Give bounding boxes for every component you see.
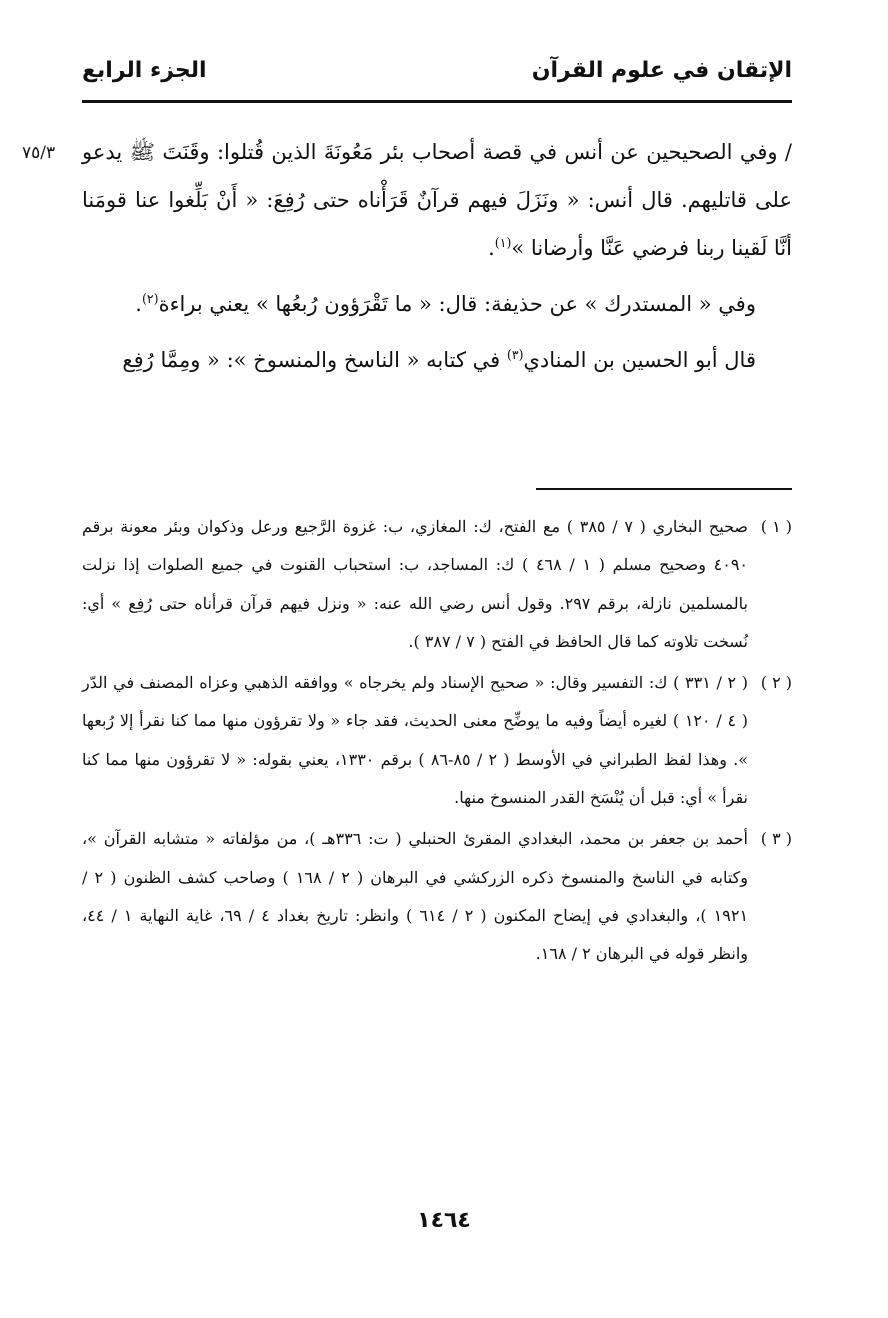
header-rule <box>82 100 792 103</box>
part-label: الجزء الرابع <box>82 58 207 83</box>
page-number: ١٤٦٤ <box>417 1208 471 1233</box>
footnote-2-number: ( ٢ ) <box>760 673 792 693</box>
paragraph-1-end: . <box>488 236 495 260</box>
footnotes <box>82 508 792 977</box>
footnote-separator <box>536 488 792 490</box>
footnote-2-text: ( ٢ / ٣٣١ ) ك: التفسير وقال: « صحيح الإسناد ولم يخرجاه » ووافقه الذهبي وعزاه المصنف في الدّر ( ٤ / ١٢٠ ) لغيره أيضاً وفيه ما يوضِّح معنى الحديث، فقد جاء « ولا تقرؤون منها مما كنا نقرأ إلا رُبعها ». وهذا لفظ الطبراني في الأوسط ( ٢ / ٨٥-٨٦ ) برقم ١٣٣٠، يعني بقوله: « لا تقرؤون منها مما كنا نقرأ » أي: قبل أن يُنْسَخ القدر المنسوخ منها. <box>82 673 749 808</box>
footnote-3-text: أحمد بن جعفر بن محمد، البغدادي المقرئ الحنبلي ( ت: ٣٣٦هـ )، من مؤلفاته « متشابه القرآن »، وكتابه في الناسخ والمنسوخ ذكره الزركشي في البرهان ( ٢ / ١٦٨ ) وصاحب كشف الظنون ( ٢ / ١٩٢١ )، والبغدادي في إيضاح المكنون ( ٢ / ٦١٤ ) وانظر: تاريخ بغداد ٤ / ٦٩، غاية النهاية ١ / ٤٤، وانظر قوله في البرهان ٢ / ١٦٨. <box>82 829 749 964</box>
paragraph-1 <box>82 128 792 272</box>
footnote-1-text: صحيح البخاري ( ٧ / ٣٨٥ ) مع الفتح، ك: المغازي، ب: غزوة الرَّجيع ورعل وذكوان وبئر معونة برقم ٤٠٩٠ وصحيح مسلم ( ١ / ٤٦٨ ) ك: المساجد، ب: استحباب القنوت في جميع الصلوات إذا نزلت بالمسلمين نازلة، برقم ٢٩٧. وقول أنس رضي الله عنه: « ونزل فيهم قرآن قرأناه حتى رُفِع » أي: نُسخت تلاوته كما قال الحافظ في الفتح ( ٧ / ٣٨٧ ). <box>82 517 749 651</box>
footnote-1 <box>82 508 792 661</box>
margin-reference: ٧٥/٣ <box>22 143 56 163</box>
paragraph-3-text-b: في كتابه « الناسخ والمنسوخ »: « ومِمَّا رُفِع <box>122 348 501 372</box>
footnote-3-number: ( ٣ ) <box>760 829 792 849</box>
main-text <box>82 128 792 384</box>
paragraph-3-text-a: قال أبو الحسين بن المنادي <box>523 348 756 372</box>
page-break-marker: / <box>784 140 792 164</box>
paragraph-2-end: . <box>135 292 142 316</box>
book-title: الإتقان في علوم القرآن <box>531 58 792 83</box>
footnote-ref-2[interactable]: (٢) <box>141 291 159 306</box>
paragraph-3 <box>82 336 792 384</box>
running-header <box>82 52 792 96</box>
paragraph-2-text: وفي « المستدرك » عن حذيفة: قال: « ما تَقْرَؤون رُبعُها » يعني براءة <box>158 292 756 316</box>
paragraph-2 <box>82 280 792 328</box>
footnote-3 <box>82 820 792 973</box>
footnote-ref-3[interactable]: (٣) <box>506 347 524 362</box>
footnote-ref-1[interactable]: (١) <box>494 235 512 250</box>
footnote-1-number: ( ١ ) <box>760 517 792 536</box>
paragraph-1-text: وفي الصحيحين عن أنس في قصة أصحاب بئر مَعُونَةَ الذين قُتلوا: وقَنَتَ ﷺ يدعو على قاتليهم. قال أنس: « ونَزَلَ فيهم قرآنٌ قَرَأْناه حتى رُفِعَ: « أَنْ بَلِّغوا عنا قومَنا أنَّا لَقينا ربنا فرضي عَنَّا وأرضانا » <box>82 140 792 260</box>
footnote-2 <box>82 664 792 817</box>
